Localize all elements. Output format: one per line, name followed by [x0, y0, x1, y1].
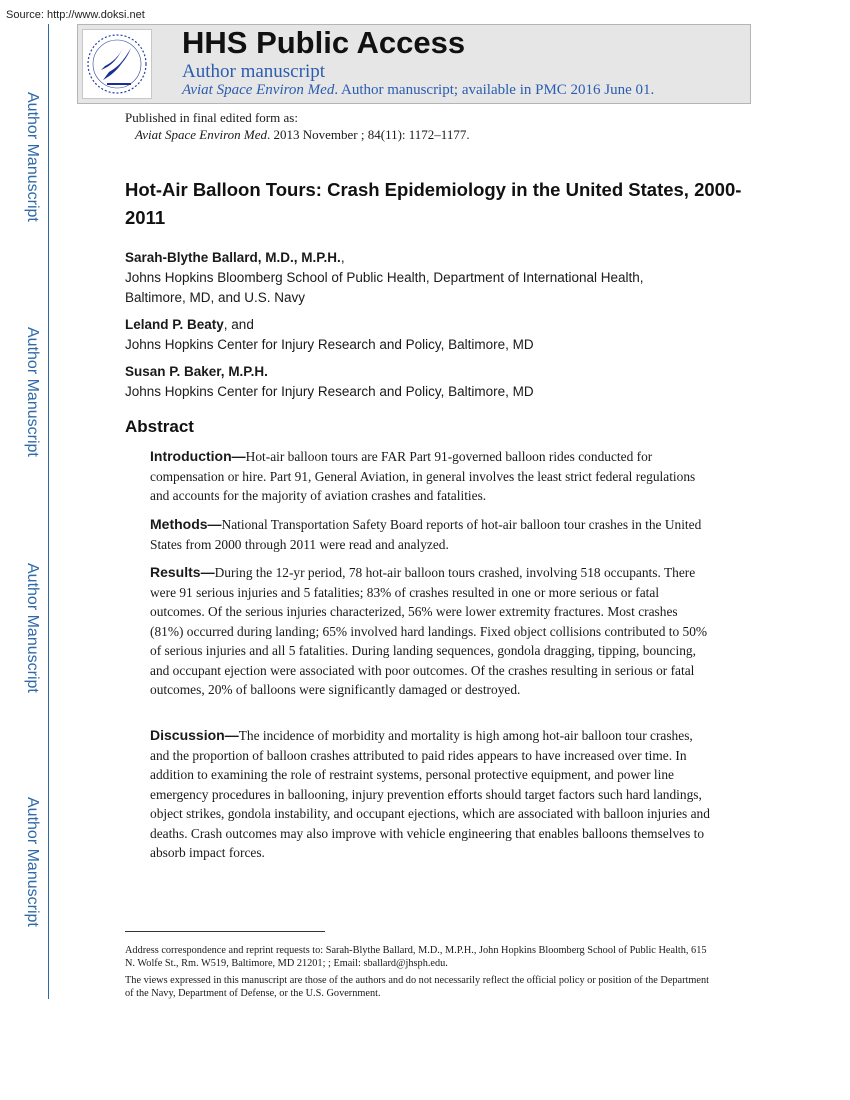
author-block: [125, 362, 685, 402]
author-block: Leland P. Beaty, and Johns Hopkins Center for Injury Research and Policy, Baltimore, MD: [125, 315, 685, 355]
author-name: Susan P. Baker, M.P.H.: [125, 364, 268, 379]
banner-subtitle: Author manuscript: [182, 61, 326, 82]
footnote-rule: [125, 931, 325, 932]
author-block: Sarah-Blythe Ballard, M.D., M.P.H., Johns Hopkins Bloomberg School of Public Health, Department of International Health, Baltimore, MD, and U.S. Navy: [125, 248, 685, 308]
abstract-methods: Methods—National Transportation Safety Board reports of hot-air balloon tour crashes in the United States from 2000 through 2011 were read and analyzed.: [150, 516, 702, 552]
published-label: Published in final edited form as:: [125, 110, 298, 125]
footnote-disclaimer: The views expressed in this manuscript are those of the authors and do not necessarily reflect the official policy or position of the Department of the Navy, Department of Defense, or the U.S. Government.: [125, 975, 709, 999]
author-affiliation: Johns Hopkins Center for Injury Research and Policy, Baltimore, MD: [125, 337, 534, 352]
author-name: Sarah-Blythe Ballard, M.D., M.P.H.: [125, 250, 341, 265]
article-title: Hot-Air Balloon Tours: Crash Epidemiology in the United States, 2000-2011: [125, 179, 742, 228]
margin-label: Author Manuscript: [24, 797, 41, 927]
published-in: [125, 109, 470, 143]
banner-title: HHS Public Access: [182, 25, 466, 60]
published-citation: Aviat Space Environ Med. 2013 November ; 84(11): 1172–1177.: [135, 127, 470, 142]
abstract-heading: Abstract: [125, 417, 194, 436]
margin-label: Author Manuscript: [24, 92, 41, 222]
banner-citation: Aviat Space Environ Med. Author manuscript; available in PMC 2016 June 01.: [182, 82, 655, 98]
author-name: Leland P. Beaty: [125, 317, 224, 332]
abstract-discussion: Discussion—The incidence of morbidity and mortality is high among hot-air balloon tour crashes, and the proportion of balloon crashes attributed to paid rides appears to have increased over time. In addition to examining the role of restraint systems, personal protective equipment, and power line emergency procedures in ballooning, injury prevention efforts should target factors such hard landings, object strikes, gondola instability, and occupant ejections, which are associated with balloon injuries and deaths. Crash outcomes may also improve with vehicle engineering that enables balloons themselves to absorb impact forces.: [150, 727, 710, 860]
footnote-correspondence: Address correspondence and reprint requests to: Sarah-Blythe Ballard, M.D., M.P.H., John Hopkins Bloomberg School of Public Health, 615 N. Wolfe St., Rm. W519, Baltimore, MD 21201; ; Email: sballard@jhsph.edu.: [125, 945, 707, 969]
hhs-eagle-logo-icon: [82, 29, 152, 99]
abstract-results: Results—During the 12-yr period, 78 hot-air balloon tours crashed, involving 518 occupants. There were 91 serious injuries and 5 fatalities; 83% of crashes resulted in one or more serious or fatal outcomes. Of the serious injuries characterized, 56% were lower extremity fractures. Most crashes (81%) occurred during landing; 65% involved hard landings. Fixed object collisions contributed to 50% of serious injuries and all 5 fatalities. During landing sequences, gondola dragging, tipping, bouncing, and occupant ejection were associated with poor outcomes. Of the crashes resulting in serious or fatal outcomes, 20% of balloons were significantly damaged or destroyed.: [150, 564, 708, 697]
margin-label: Author Manuscript: [24, 327, 41, 457]
hhs-banner: [77, 24, 751, 104]
source-url[interactable]: Source: http://www.doksi.net: [6, 9, 145, 21]
author-affiliation: Johns Hopkins Bloomberg School of Public Health, Department of International Health, Baltimore, MD, and U.S. Navy: [125, 270, 644, 305]
abstract-introduction: Introduction—Hot-air balloon tours are FAR Part 91-governed balloon rides conducted for compensation or hire. Part 91, General Aviation, in general involves the least strict federal regulations and accounts for the majority of aviation crashes and fatalities.: [150, 448, 696, 503]
margin-label: Author Manuscript: [24, 563, 41, 693]
author-affiliation: Johns Hopkins Center for Injury Research and Policy, Baltimore, MD: [125, 384, 534, 399]
margin-rule: [48, 24, 49, 999]
